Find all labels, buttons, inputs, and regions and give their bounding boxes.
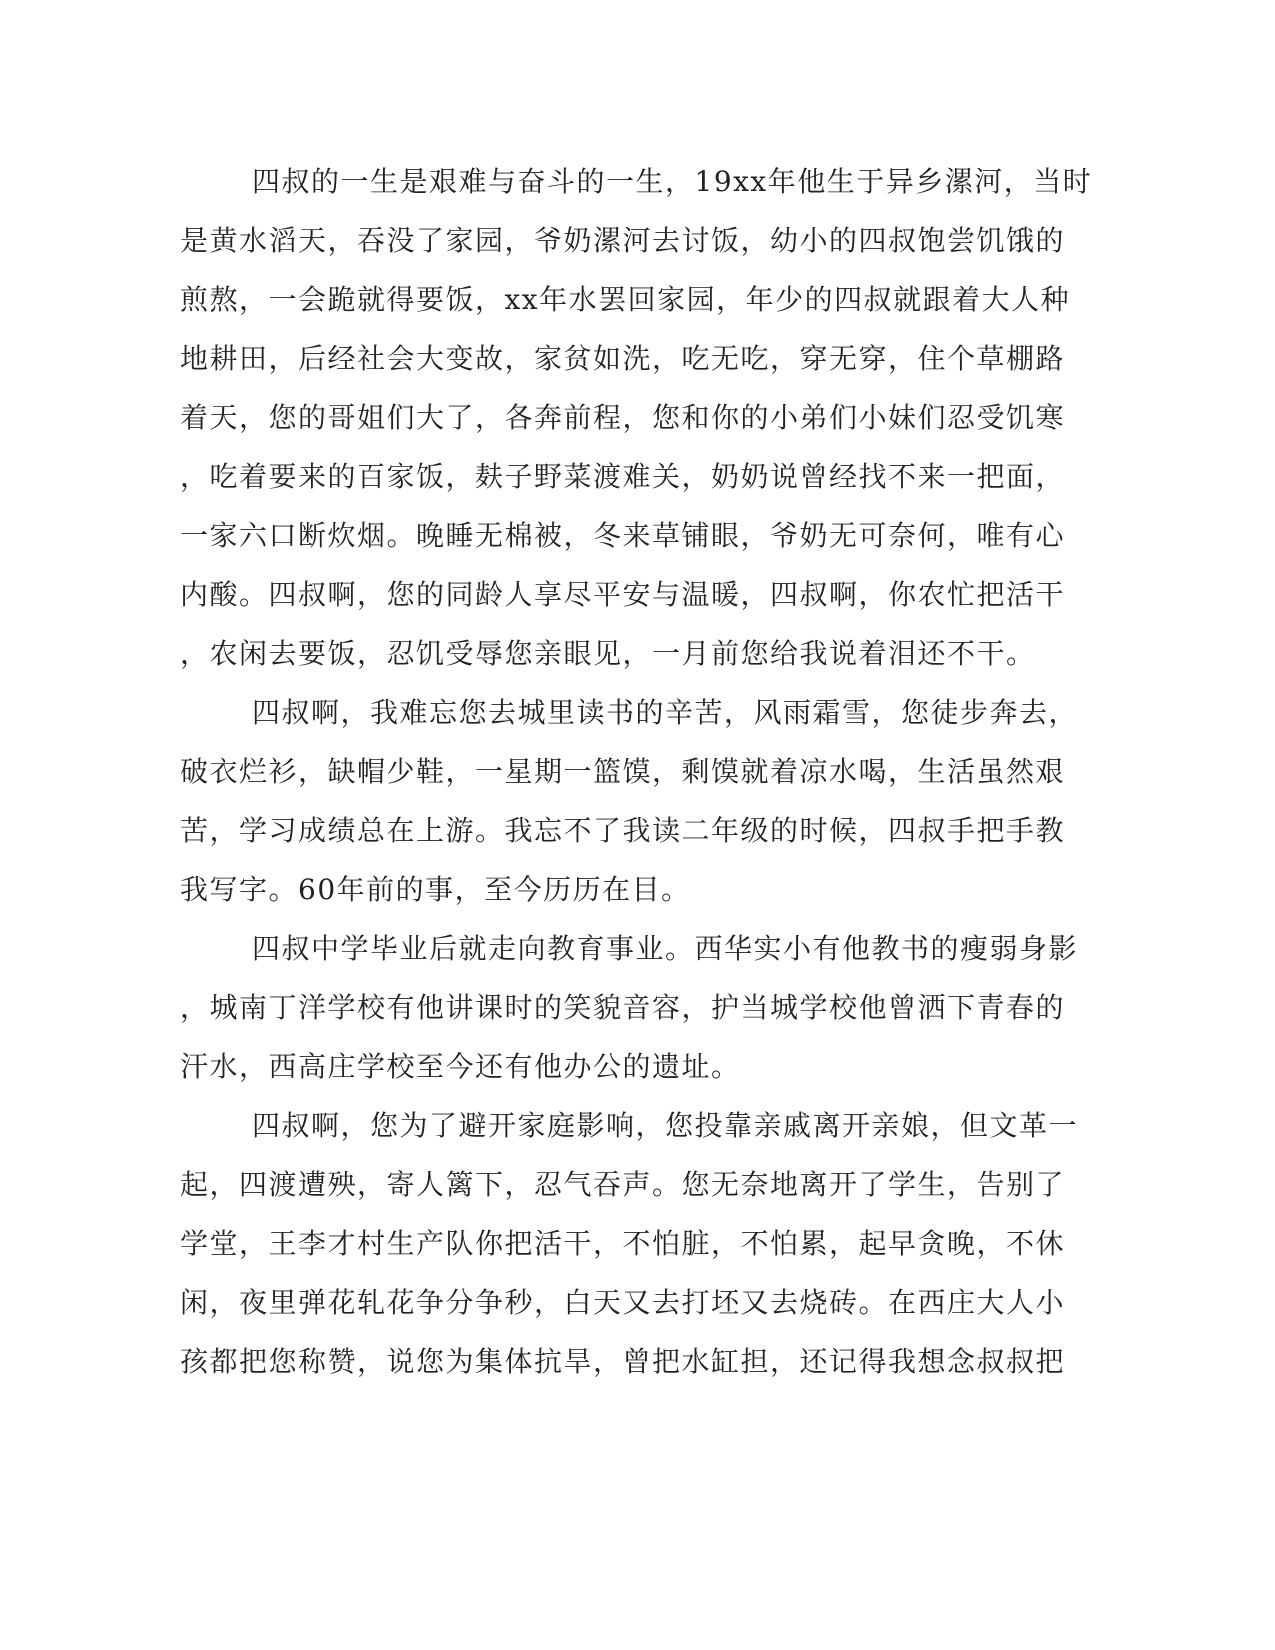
paragraph-line: 是黄水滔天，吞没了家园，爷奶漯河去讨饭，幼小的四叔饱尝饥饿的 [180, 224, 1066, 257]
paragraph-line: 苦，学习成绩总在上游。我忘不了我读二年级的时候，四叔手把手教 [180, 814, 1066, 847]
paragraph-line: 四叔中学毕业后就走向教育事业。西华实小有他教书的瘦弱身影 [252, 932, 1079, 965]
paragraph-line: 起，四渡遭殃，寄人篱下，忍气吞声。您无奈地离开了学生，告别了 [180, 1168, 1066, 1201]
paragraph-line: 着天，您的哥姐们大了，各奔前程，您和你的小弟们小妹们忍受饥寒 [180, 401, 1066, 434]
paragraph-line: ，农闲去要饭，忍饥受辱您亲眼见，一月前您给我说着泪还不干。 [180, 637, 1036, 670]
paragraph-line: 汗水，西高庄学校至今还有他办公的遗址。 [180, 1050, 741, 1083]
paragraph-line: 闲，夜里弹花轧花争分争秒，白天又去打坯又去烧砖。在西庄大人小 [180, 1286, 1066, 1319]
paragraph-line: 我写字。60年前的事，至今历历在目。 [180, 873, 691, 906]
paragraph-line: 四叔啊，我难忘您去城里读书的辛苦，风雨霜雪，您徒步奔去， [252, 696, 1079, 729]
paragraph-line: ，城南丁洋学校有他讲课时的笑貌音容，护当城学校他曾洒下青春的 [180, 991, 1066, 1024]
paragraph-line: 破衣烂衫，缺帽少鞋，一星期一篮馍，剩馍就着凉水喝，生活虽然艰 [180, 755, 1066, 788]
paragraph-line: 煎熬，一会跪就得要饭，xx年水罢回家园，年少的四叔就跟着大人种 [180, 283, 1071, 316]
paragraph-line: 四叔啊，您为了避开家庭影响，您投靠亲戚离开亲娘，但文革一 [252, 1109, 1079, 1142]
paragraph-line: 四叔的一生是艰难与奋斗的一生，19xx年他生于异乡漯河，当时 [252, 165, 1093, 198]
paragraph-line: 一家六口断炊烟。晚睡无棉被，冬来草铺眼，爷奶无可奈何，唯有心 [180, 519, 1066, 552]
paragraph-line: 地耕田，后经社会大变故，家贫如洗，吃无吃，穿无穿，住个草棚路 [180, 342, 1066, 375]
document-body [180, 152, 1093, 1391]
paragraph-line: 内酸。四叔啊，您的同龄人享尽平安与温暖，四叔啊，你农忙把活干 [180, 578, 1066, 611]
paragraph-line: 学堂，王李才村生产队你把活干，不怕脏，不怕累，起早贪晚，不休 [180, 1227, 1066, 1260]
paragraph-line: ，吃着要来的百家饭，麸子野菜渡难关，奶奶说曾经找不来一把面， [180, 460, 1066, 493]
paragraph-line: 孩都把您称赞，说您为集体抗旱，曾把水缸担，还记得我想念叔叔把 [180, 1345, 1066, 1378]
